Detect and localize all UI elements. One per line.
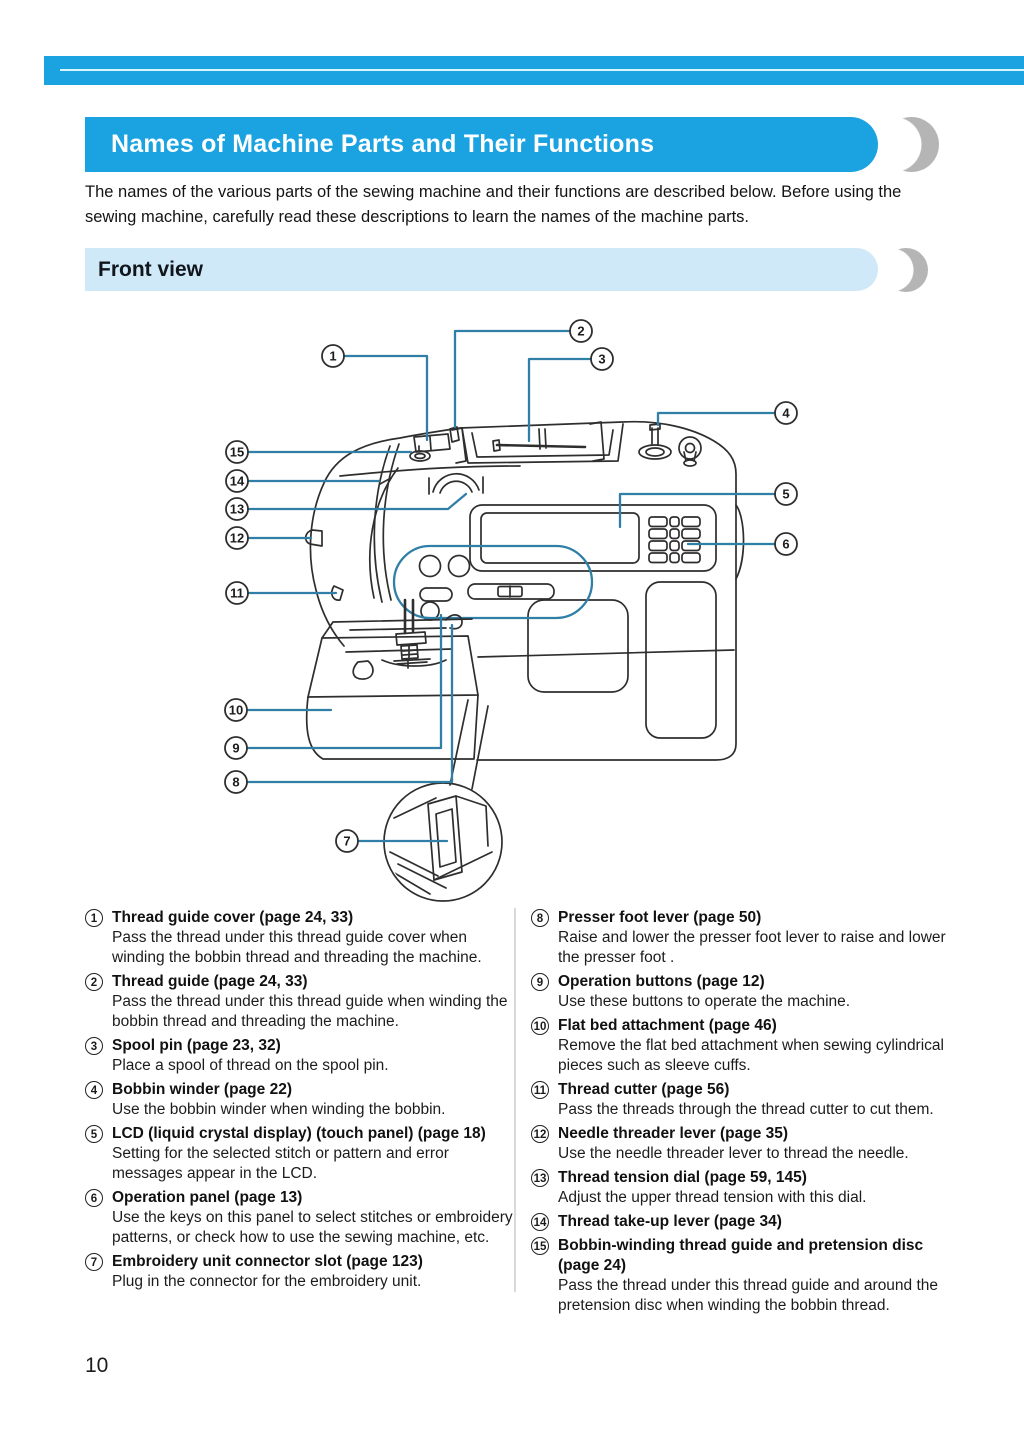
callout-badge-number: 5: [782, 486, 790, 502]
part-item: [531, 1236, 955, 1316]
callout-badge-number: 10: [228, 702, 244, 718]
part-description: Use the needle threader lever to thread the needle.: [558, 1145, 909, 1162]
page-title: Names of Machine Parts and Their Functions: [85, 117, 878, 172]
part-description: Raise and lower the presser foot lever to raise and lower the presser foot .: [558, 929, 946, 966]
crescent-ornament-small: [884, 248, 928, 292]
part-number-badge: 4: [85, 1081, 103, 1099]
callout-badge-number: 13: [229, 501, 245, 517]
part-number-badge: 6: [85, 1189, 103, 1207]
machine-diagram: [85, 300, 960, 910]
part-item: [85, 972, 521, 1032]
part-number-badge: 8: [531, 909, 549, 927]
part-item: [85, 1188, 521, 1248]
part-number-badge: 7: [85, 1253, 103, 1271]
callout-badge-number: 3: [598, 351, 606, 367]
part-title: Spool pin (page 23, 32): [112, 1037, 281, 1054]
part-item: [531, 1016, 955, 1076]
callout-badge-number: 2: [577, 323, 585, 339]
part-item: [531, 908, 955, 968]
part-title: Operation buttons (page 12): [558, 973, 765, 990]
section-title: Front view: [85, 248, 878, 291]
top-rule-inner-line: [60, 69, 1024, 71]
top-details: [410, 422, 701, 494]
part-title: Bobbin winder (page 22): [112, 1081, 292, 1098]
part-item: [85, 1080, 521, 1120]
part-item: [85, 1252, 521, 1292]
part-description: Adjust the upper thread tension with this dial.: [558, 1189, 867, 1206]
callout-badge-number: 11: [230, 585, 244, 601]
column-divider: [514, 908, 516, 1292]
part-number-badge: 3: [85, 1037, 103, 1055]
part-title: Thread tension dial (page 59, 145): [558, 1169, 807, 1186]
callout-badge-number: 15: [229, 444, 245, 460]
part-description: Pass the threads through the thread cutter to cut them.: [558, 1101, 934, 1118]
part-number-badge: 1: [85, 909, 103, 927]
callout-badge-number: 8: [232, 774, 240, 790]
part-description: Pass the thread under this thread guide cover when winding the bobbin thread and threading the machine.: [112, 929, 482, 966]
part-item: [85, 1124, 521, 1184]
part-item: [531, 1168, 955, 1208]
part-number-badge: 5: [85, 1125, 103, 1143]
part-number-badge: 2: [85, 973, 103, 991]
callout-badge-number: 4: [782, 405, 790, 421]
part-title: Bobbin-winding thread guide and pretension disc (page 24): [558, 1237, 924, 1274]
callout-badge-number: 1: [329, 348, 337, 364]
part-number-badge: 9: [531, 973, 549, 991]
machine-body-outline: [310, 422, 743, 760]
part-description: Place a spool of thread on the spool pin.: [112, 1057, 389, 1074]
part-title: Needle threader lever (page 35): [558, 1125, 789, 1142]
operation-panel-keys: [649, 517, 700, 563]
part-description: Use the bobbin winder when winding the bobbin.: [112, 1101, 446, 1118]
part-title: Operation panel (page 13): [112, 1189, 303, 1206]
part-title: Thread take-up lever (page 34): [558, 1213, 782, 1230]
part-title: Thread guide cover (page 24, 33): [112, 909, 354, 926]
part-item: [85, 908, 521, 968]
parts-list-right: [531, 908, 955, 1320]
part-number-badge: 14: [531, 1213, 549, 1231]
part-item: [531, 972, 955, 1012]
front-covers: [528, 582, 716, 738]
part-description: Plug in the connector for the embroidery unit.: [112, 1273, 422, 1290]
part-item: [531, 1212, 955, 1232]
crescent-ornament: [884, 117, 939, 172]
callout-badge-number: 6: [782, 536, 790, 552]
part-description: Pass the thread under this thread guide when winding the bobbin thread and threading the machine.: [112, 993, 508, 1030]
callout-badge-number: 14: [229, 473, 245, 489]
part-title: Presser foot lever (page 50): [558, 909, 762, 926]
part-description: Pass the thread under this thread guide and around the pretension disc when winding the bobbin thread.: [558, 1277, 939, 1314]
part-number-badge: 11: [531, 1081, 549, 1099]
part-item: [531, 1124, 955, 1164]
part-title: LCD (liquid crystal display) (touch panel) (page 18): [112, 1125, 486, 1142]
part-number-badge: 15: [531, 1237, 549, 1255]
part-number-badge: 12: [531, 1125, 549, 1143]
part-description: Remove the flat bed attachment when sewing cylindrical pieces such as sleeve cuffs.: [558, 1037, 944, 1074]
part-description: Setting for the selected stitch or pattern and error messages appear in the LCD.: [112, 1145, 449, 1182]
part-number-badge: 13: [531, 1169, 549, 1187]
part-description: Use these buttons to operate the machine.: [558, 993, 851, 1010]
part-title: Thread cutter (page 56): [558, 1081, 730, 1098]
part-title: Embroidery unit connector slot (page 123): [112, 1253, 423, 1270]
parts-list-left: [85, 908, 521, 1296]
intro-paragraph: The names of the various parts of the sewing machine and their functions are described below. Before using the sewing machine, carefully read these descriptions to learn the names of the machine parts.: [85, 183, 902, 226]
operation-buttons: [420, 556, 555, 621]
part-item: [531, 1080, 955, 1120]
part-item: [85, 1036, 521, 1076]
part-title: Flat bed attachment (page 46): [558, 1017, 777, 1034]
callout-badge-number: 9: [232, 740, 240, 756]
part-title: Thread guide (page 24, 33): [112, 973, 308, 990]
part-number-badge: 10: [531, 1017, 549, 1035]
callout-badge-number: 12: [229, 530, 245, 546]
callout-badge-number: 7: [343, 833, 351, 849]
page-number: 10: [85, 1354, 109, 1377]
part-description: Use the keys on this panel to select stitches or embroidery patterns, or check how to use the sewing machine, etc.: [112, 1209, 513, 1246]
